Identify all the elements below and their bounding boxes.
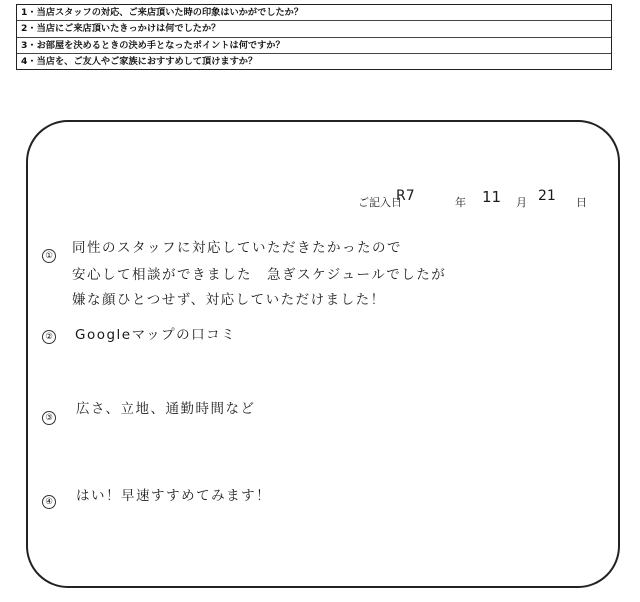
answer-1-line-3: 嫌な顔ひとつせず、対応していただけました！	[72, 292, 386, 308]
date-day: 21	[538, 188, 556, 204]
answer-3-number: ③	[42, 411, 56, 425]
question-1: 1・当店スタッフの対応、ご来店頂いた時の印象はいかがでしたか？	[17, 5, 611, 21]
answer-2-number: ②	[42, 330, 56, 344]
date-day-unit: 日	[576, 196, 587, 209]
answer-3-line-1: 広さ、立地、通勤時間など	[76, 401, 256, 417]
answer-1-number: ①	[42, 249, 56, 263]
question-list	[16, 4, 612, 70]
answer-1-line-2: 安心して相談ができました 急ぎスケジュールでしたが	[72, 267, 447, 283]
answer-2-line-1: Googleマップの口コミ	[75, 327, 237, 343]
question-3: 3・お部屋を決めるときの決め手となったポイントは何ですか？	[17, 38, 611, 54]
question-4: 4・当店を、ご友人やご家族におすすめして頂けますか？	[21, 55, 258, 67]
date-label: ご記入日	[358, 196, 402, 209]
date-era-year: R7	[396, 188, 415, 204]
date-month-unit: 月	[516, 196, 527, 209]
answer-4-line-1: はい！早速すすめてみます！	[76, 488, 272, 504]
date-year-unit: 年	[455, 196, 466, 209]
date-month: 11	[482, 188, 502, 206]
answer-1-line-1: 同性のスタッフに対応していただきたかったので	[72, 240, 402, 256]
answer-4-number: ④	[42, 495, 56, 509]
question-2: 2・当店にご来店頂いたきっかけは何でしたか？	[17, 21, 611, 37]
answer-card	[26, 120, 620, 588]
